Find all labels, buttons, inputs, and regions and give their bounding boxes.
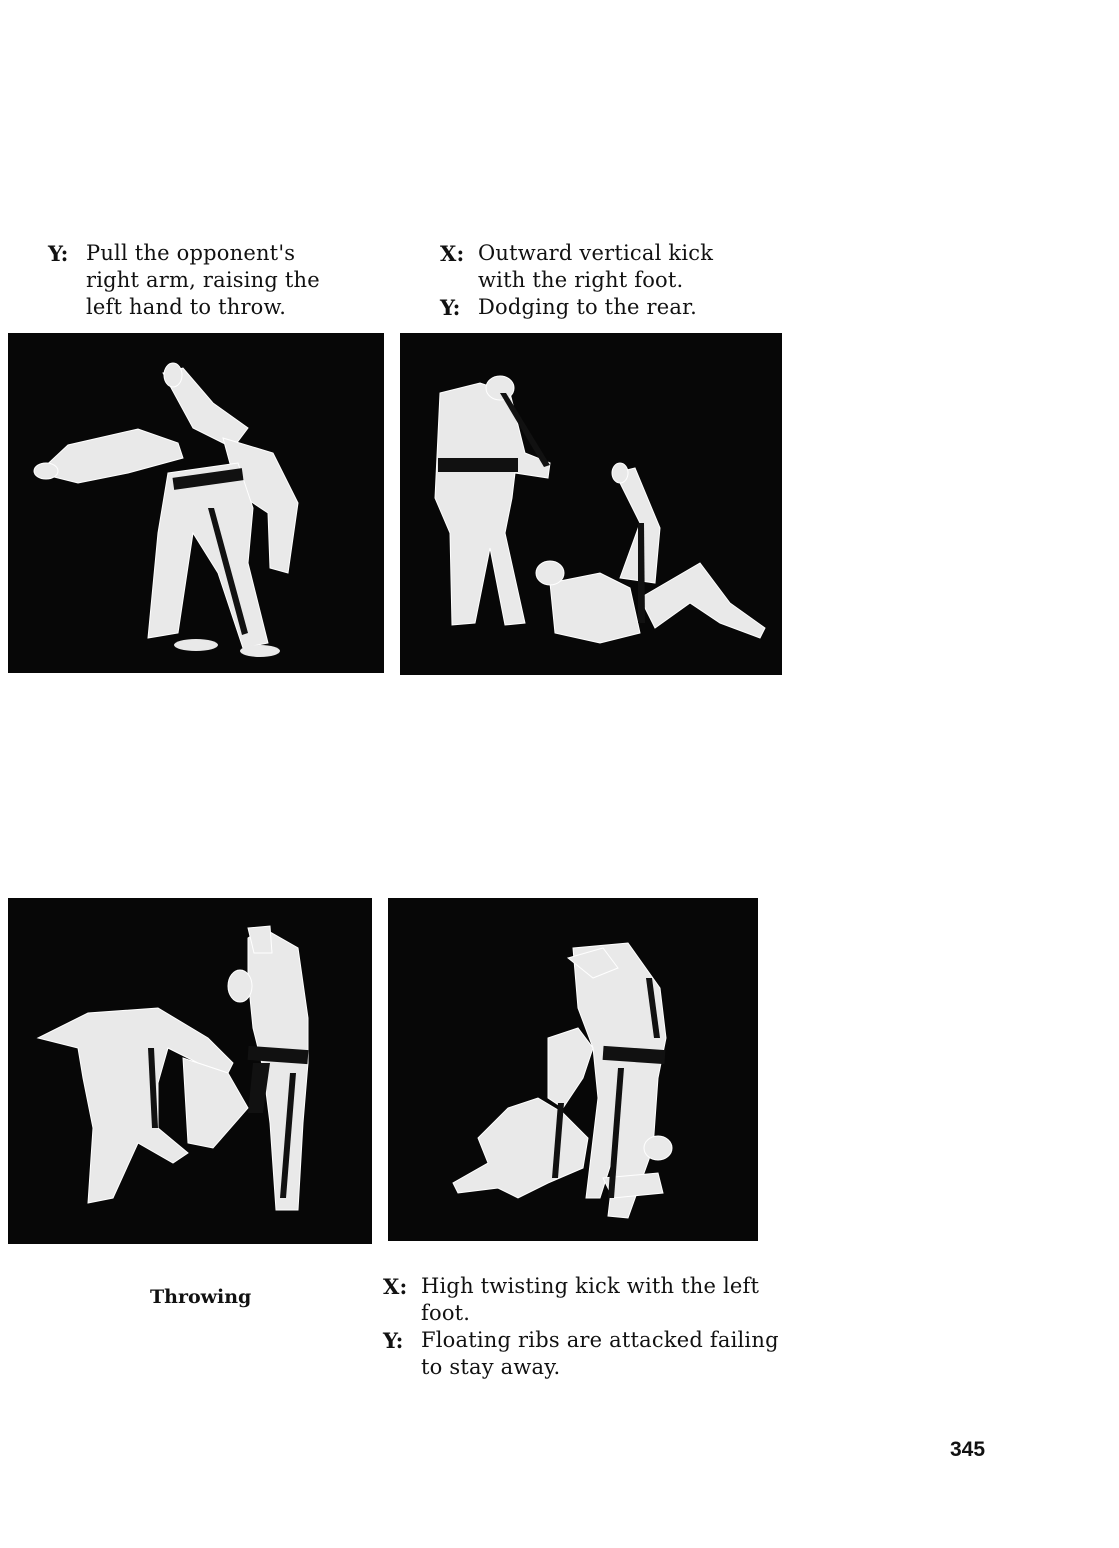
caption-line: Pull the opponent's <box>86 241 296 265</box>
caption-text <box>478 294 760 321</box>
caption-entry <box>383 1273 783 1327</box>
caption-line: Outward vertical kick <box>478 241 714 265</box>
photo-vertical-kick <box>400 333 782 675</box>
speaker-label: Y: <box>440 295 461 320</box>
caption-bottom-right <box>383 1273 783 1381</box>
caption-line: right arm, raising the <box>86 268 320 292</box>
caption-entry <box>48 240 332 321</box>
photo-twisting-kick <box>388 898 758 1241</box>
caption-entry <box>440 294 760 321</box>
caption-text <box>421 1327 783 1381</box>
caption-top-right <box>440 240 760 321</box>
section-label-throwing: Throwing <box>150 1286 252 1308</box>
speaker-label: Y: <box>48 241 69 266</box>
caption-line: High twisting kick with the left <box>421 1274 760 1298</box>
caption-text <box>421 1273 783 1327</box>
caption-text <box>86 240 332 321</box>
photo-twisting-kick-figures <box>388 898 758 1241</box>
caption-top-left <box>48 240 332 321</box>
caption-line: Dodging to the rear. <box>478 295 697 319</box>
caption-line: left hand to throw. <box>86 295 287 319</box>
caption-line: with the right foot. <box>478 268 684 292</box>
photo-throw <box>8 333 384 673</box>
speaker-label: Y: <box>383 1328 404 1353</box>
photo-throw-figures <box>8 333 384 673</box>
photo-vertical-kick-figures <box>400 333 782 675</box>
caption-line: foot. <box>421 1301 471 1325</box>
caption-line: to stay away. <box>421 1355 561 1379</box>
speaker-label: X: <box>440 241 465 266</box>
speaker-label: X: <box>383 1274 408 1299</box>
caption-line: Floating ribs are attacked failing <box>421 1328 779 1352</box>
page-number: 345 <box>950 1438 986 1461</box>
photo-throwing-figures <box>8 898 372 1244</box>
caption-entry <box>440 240 760 294</box>
photo-throwing <box>8 898 372 1244</box>
caption-text <box>478 240 760 294</box>
caption-entry <box>383 1327 783 1381</box>
